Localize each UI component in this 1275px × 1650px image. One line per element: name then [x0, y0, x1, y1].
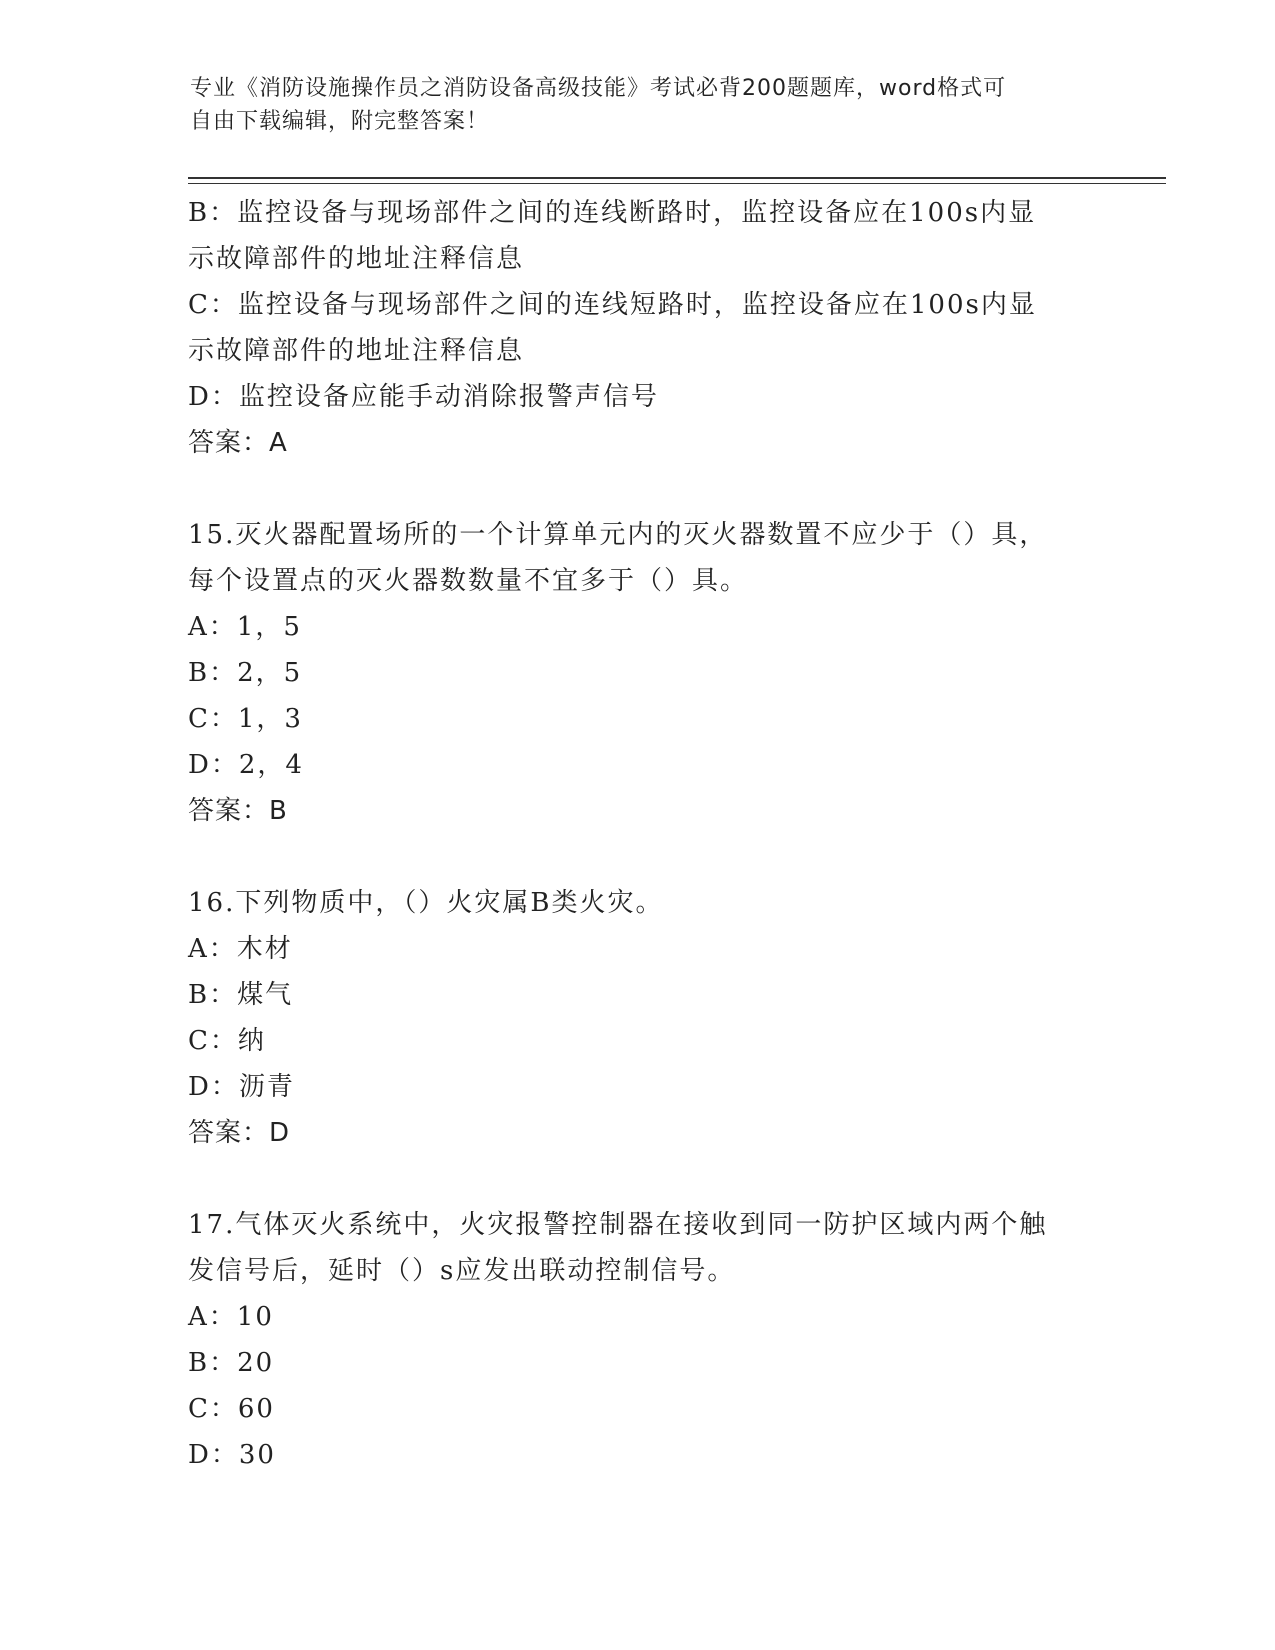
option-d: D：30	[188, 1440, 276, 1470]
option-b: B：20	[188, 1348, 275, 1378]
question-stem-line-2: 发信号后，延时（）s应发出联动控制信号。	[188, 1256, 736, 1286]
header-line-2: 自由下载编辑，附完整答案！	[190, 109, 490, 134]
option-b: B：煤气	[188, 980, 294, 1010]
question-block-15	[188, 512, 1088, 834]
option-c: C：纳	[188, 1026, 266, 1056]
option-b: B：2，5	[188, 658, 303, 688]
option-c-line-1: C：监控设备与现场部件之间的连线短路时，监控设备应在100s内显	[188, 290, 1037, 320]
option-c: C：60	[188, 1394, 275, 1424]
option-b-line-2: 示故障部件的地址注释信息	[188, 244, 525, 274]
header-divider-thin	[188, 183, 1166, 184]
answer-line: 答案：A	[188, 428, 288, 458]
header-line-1: 专业《消防设施操作员之消防设备高级技能》考试必背200题题库，word格式可	[190, 76, 1007, 101]
question-stem-line-2: 每个设置点的灭火器数数量不宜多于（）具。	[188, 566, 749, 596]
spacer	[188, 466, 1088, 512]
question-block-17	[188, 1202, 1088, 1478]
option-a: A：1，5	[188, 612, 302, 642]
option-a: A：木材	[188, 934, 293, 964]
header-divider-thick	[188, 177, 1166, 179]
option-d: D：监控设备应能手动消除报警声信号	[188, 382, 659, 412]
question-block-14	[188, 190, 1088, 466]
answer-line: 答案：B	[188, 796, 288, 826]
option-c: C：1，3	[188, 704, 303, 734]
option-b-line-1: B：监控设备与现场部件之间的连线断路时，监控设备应在100s内显	[188, 198, 1037, 228]
option-a: A：10	[188, 1302, 274, 1332]
question-stem-line-1: 17.气体灭火系统中，火灾报警控制器在接收到同一防护区域内两个触	[188, 1210, 1048, 1240]
option-c-line-2: 示故障部件的地址注释信息	[188, 336, 525, 366]
question-stem-line-1: 16.下列物质中，（）火灾属B类火灾。	[188, 888, 664, 918]
spacer	[188, 834, 1088, 880]
option-d: D：沥青	[188, 1072, 295, 1102]
question-content	[188, 190, 1088, 1478]
spacer	[188, 1156, 1088, 1202]
question-block-16	[188, 880, 1088, 1156]
answer-line: 答案：D	[188, 1118, 291, 1148]
document-header	[190, 72, 1090, 138]
question-stem-line-1: 15.灭火器配置场所的一个计算单元内的灭火器数置不应少于（）具，	[188, 520, 1048, 550]
option-d: D：2，4	[188, 750, 304, 780]
